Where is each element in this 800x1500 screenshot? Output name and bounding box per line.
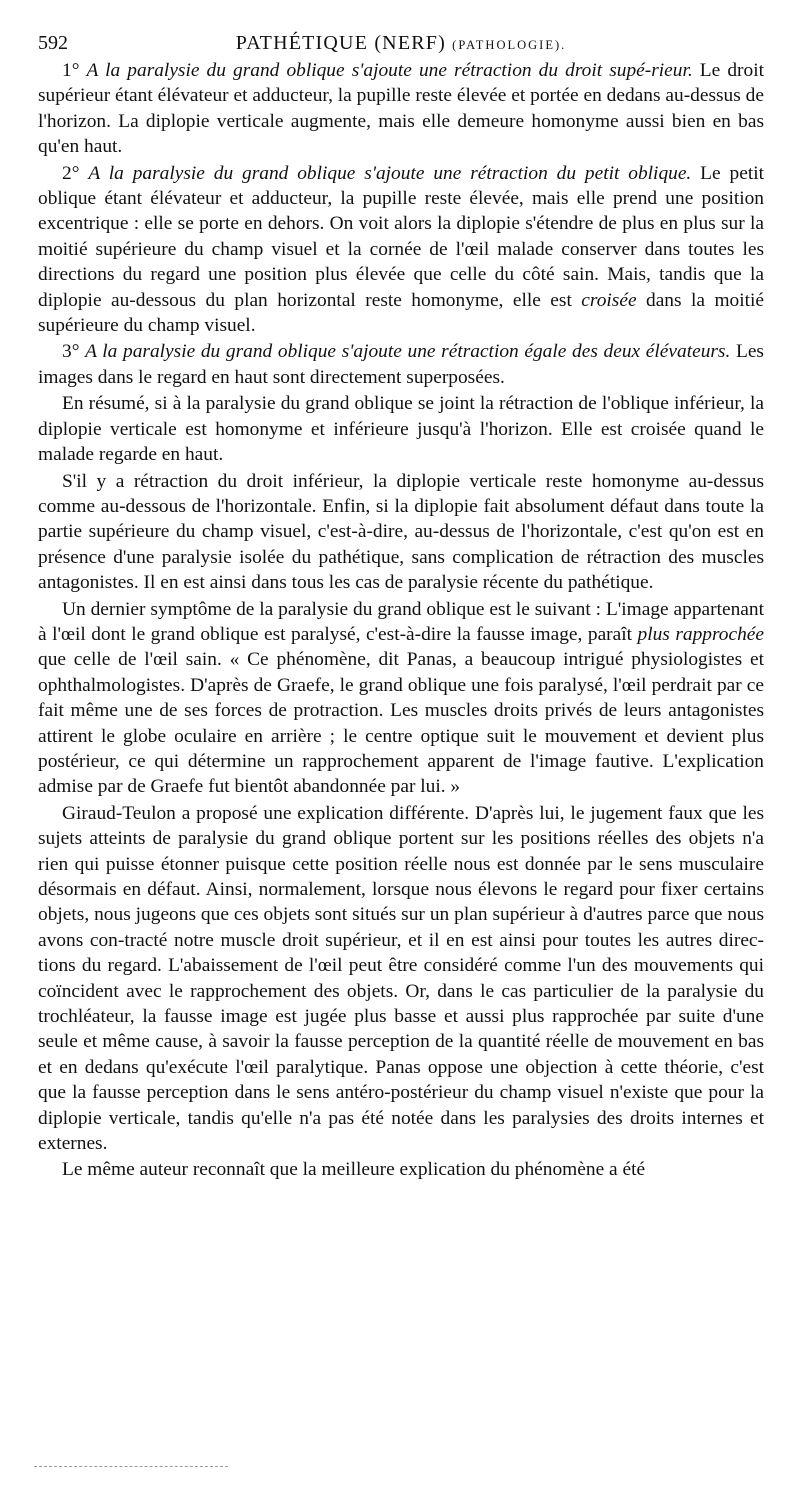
paragraph-3-lead: A la paralysie du grand oblique s'ajoute une rétraction égale des deux élévateurs. xyxy=(85,341,731,363)
running-head-subtitle: (PATHOLOGIE). xyxy=(452,38,567,52)
paragraph-2 xyxy=(38,161,764,339)
paragraph-5: S'il y a rétraction du droit inférieur, la diplopie verticale reste homonyme au-dessus comme au-dessous de l'horizontale. Enfin, si la diplopie fait absolument défaut dans toute la partie supérieure du champ visuel, c'est-à-dire, au-dessus de l'horizontale, c'est qu'on est en présence d'une paralysie isolée du pathétique, sans complication de rétraction des muscles antagonistes. Il en est ainsi dans tous les cas de paralysie récente du pathétique. xyxy=(38,470,764,594)
paragraph-2-text-a: Le petit oblique étant élévateur et adducteur, la pupille reste élevée, mais elle prend une position excentrique : elle se porte en dehors. On voit alors la diplopie s'étendre de plus en plus sur la moitié supérieure du champ visuel et la cornée de l'œil malade conserver dans toutes les directions du regard une position plus élevée que celle du côté sain. Mais, tandis que la diplopie au-dessous du plan horizontal reste homonyme, elle est xyxy=(38,162,764,311)
paragraph-2-emphasis: croisée xyxy=(581,289,637,311)
paragraph-6 xyxy=(38,597,764,800)
paragraph-6-text-a: Un dernier symptôme de la paralysie du grand oblique est le suivant : L'image appartenant à l'œil dont le grand oblique est paralysé, c'est-à-dire la fausse image, paraît xyxy=(38,598,764,645)
paragraph-6-emphasis: plus rapprochée xyxy=(637,623,764,645)
paragraph-2-lead: A la paralysie du grand oblique s'ajoute une rétraction du petit oblique. xyxy=(88,162,692,184)
footer-rule xyxy=(34,1466,228,1467)
paragraph-8: Le même auteur reconnaît que la meilleure explication du phénomène a été xyxy=(62,1159,646,1181)
paragraph-3 xyxy=(38,339,764,390)
running-head-title: PATHÉTIQUE (NERF) xyxy=(235,32,446,54)
paragraph-4: En résumé, si à la paralysie du grand oblique se joint la rétraction de l'oblique inférieur, la diplopie verticale est homonyme et inférieure jusqu'à l'horizon. Elle est croisée quand le malade regarde en haut. xyxy=(38,393,764,466)
paragraph-1-text: Le droit supérieur étant élévateur et adducteur, la pupille reste élevée et portée en dedans au-dessus de l'horizon. La diplopie verticale augmente, mais elle demeure homonyme aussi bien en bas qu'en haut. xyxy=(38,60,764,158)
paragraph-3-number: 3° xyxy=(62,341,80,363)
page-header xyxy=(38,28,764,58)
body-text xyxy=(38,58,764,1183)
running-head xyxy=(38,32,764,55)
paragraph-7: Giraud-Teulon a proposé une explication différente. D'après lui, le jugement faux que les sujets atteints de paralysie du grand oblique portent sur les positions réelles des objets n'a rien qui puisse étonner puisque cette position réelle nous est donnée par le sens musculaire désormais en défaut. Ainsi, normalement, lorsque nous élevons le regard pour fixer certains objets, nous jugeons que ces objets sont situés sur un plan supérieur à d'autres parce que nous avons con-tracté notre muscle droit supérieur, et il en est ainsi pour toutes les autres direc-tions du regard. L'abaissement de l'œil peut être considéré comme l'un des mouvements qui coïncident avec le rapprochement des objets. Or, dans le cas particulier de la paralysie du trochléateur, la fausse image est jugée plus basse et aussi plus rapprochée par suite d'une seule et même cause, à savoir la fausse perception de la quantité réelle de mouvement en bas et en dedans qu'exécute l'œil paralytique. Panas oppose une objection à cette théorie, c'est que la fausse perception dans le sens antéro-postérieur du champ visuel n'existe que pour la diplopie verticale, tandis qu'elle n'a pas été notée dans les paralysies des droits internes et externes. xyxy=(38,802,764,1155)
paragraph-2-text-b: dans la moitié supérieure du champ visuel. xyxy=(38,289,764,337)
paragraph-1-number: 1° xyxy=(62,60,80,81)
paragraph-2-number: 2° xyxy=(62,162,80,184)
paragraph-1 xyxy=(38,58,764,160)
page-number: 592 xyxy=(38,32,68,54)
paragraph-6-text-b: que celle de l'œil sain. « Ce phénomène, dit Panas, a beaucoup intrigué physiologistes et ophthalmologistes. D'après de Graefe, le grand oblique une fois paralysé, l'œil perdrait par ce fait même une de ses forces de protraction. Les muscles droits privés de leurs antagonistes attirent le globe oculaire en arrière ; le centre optique suit le mouvement et devient plus postérieur, ce qui détermine un rapprochement apparent de l'image fautive. L'explication admise par de Graefe fut bientôt abandonnée par lui. » xyxy=(38,649,764,798)
paragraph-1-lead: A la paralysie du grand oblique s'ajoute une rétraction du droit supé-rieur. xyxy=(86,60,693,81)
paragraph-3-text: Les images dans le regard en haut sont directement superposées. xyxy=(38,341,764,388)
